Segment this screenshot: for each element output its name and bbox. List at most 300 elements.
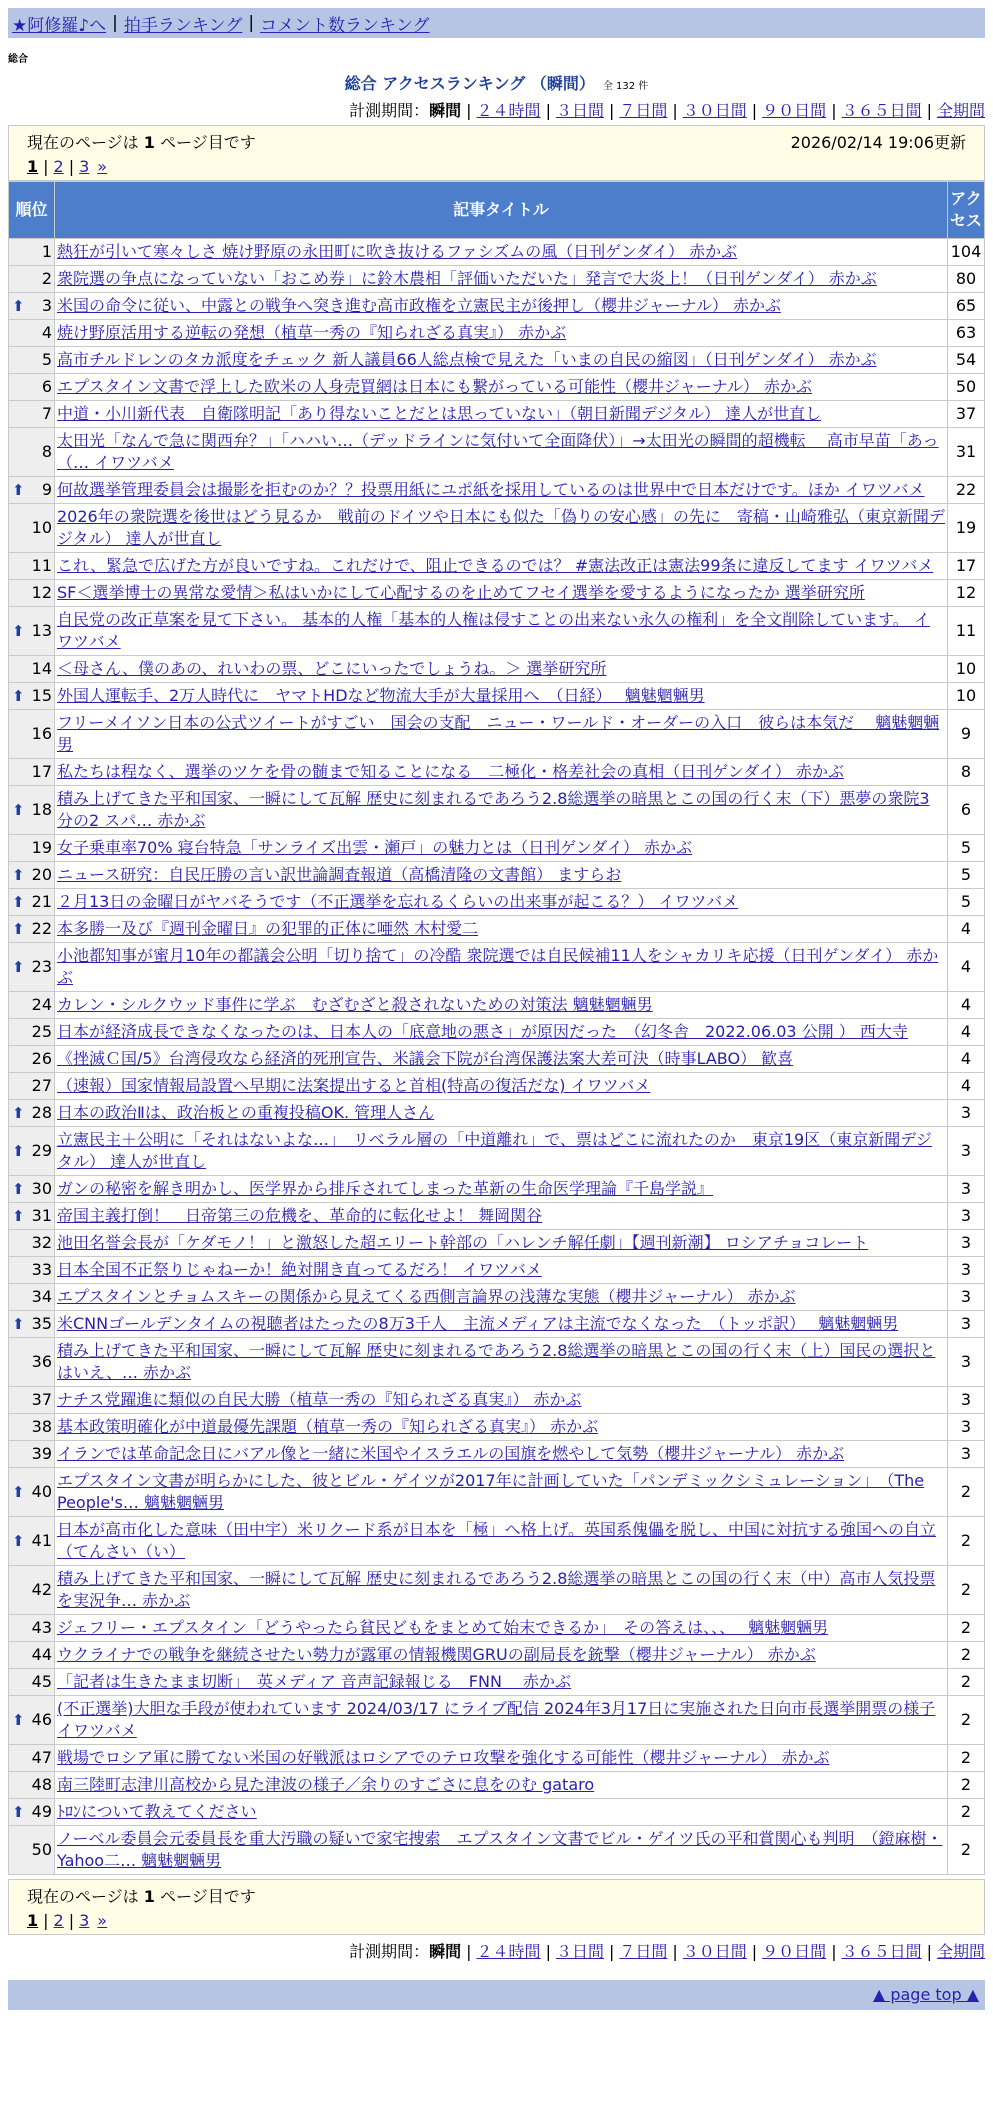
title-cell — [55, 580, 948, 607]
article-link[interactable]: ニュース研究：自民圧勝の言い訳世論調査報道（高橋清隆の文書館） ますらお — [57, 865, 622, 884]
table-row — [9, 1517, 985, 1566]
rank-number: 10 — [31, 518, 52, 537]
rank-number: 7 — [41, 404, 52, 423]
up-arrow-icon: ⬆ — [12, 958, 25, 976]
rank-number: 18 — [31, 800, 52, 819]
access-count: 65 — [948, 293, 985, 320]
access-count: 3 — [948, 1338, 985, 1387]
rank-cell — [9, 1127, 55, 1176]
article-link[interactable]: ２月13日の金曜日がヤバそうです（不正選挙を忘れるくらいの出来事が起こる？） イワツバメ — [57, 892, 739, 911]
article-link[interactable]: フリーメイソン日本の公式ツイートがすごい 国会の支配 ニュー・ワールド・オーダーの入口 彼らは本気だ 魑魅魍魎男 — [57, 713, 940, 754]
access-count: 3 — [948, 1230, 985, 1257]
rank-number: 48 — [31, 1775, 52, 1794]
access-count: 17 — [948, 553, 985, 580]
table-row — [9, 1230, 985, 1257]
rank-cell — [9, 1696, 55, 1745]
period-separator: | — [672, 1942, 678, 1961]
rank-number: 40 — [31, 1482, 52, 1501]
access-count: 4 — [948, 1019, 985, 1046]
rank-number: 17 — [31, 762, 52, 781]
access-count: 50 — [948, 374, 985, 401]
up-arrow-icon: ⬆ — [12, 920, 25, 938]
article-link[interactable]: 米国の命令に従い、中露との戦争へ突き進む高市政権を立憲民主が後押し（櫻井ジャーナル） 赤かぶ — [57, 296, 781, 315]
up-arrow-icon: ⬆ — [12, 1483, 25, 1501]
title-cell — [55, 943, 948, 992]
rank-cell — [9, 656, 55, 683]
table-row — [9, 1257, 985, 1284]
title-cell — [55, 1257, 948, 1284]
up-arrow-icon: ⬆ — [12, 1532, 25, 1550]
up-arrow-icon: ⬆ — [12, 622, 25, 640]
title-cell — [55, 607, 948, 656]
title-cell — [55, 1745, 948, 1772]
rank-cell — [9, 862, 55, 889]
rank-cell — [9, 401, 55, 428]
article-link[interactable]: 戦場でロシア軍に勝てない米国の好戦派はロシアでのテロ攻撃を強化する可能性（櫻井ジャーナル） 赤かぶ — [57, 1748, 830, 1767]
article-link[interactable]: 本多勝一及び『週刊金曜日』の犯罪的正体に唖然 木村愛二 — [57, 919, 479, 938]
access-count: 22 — [948, 477, 985, 504]
table-row — [9, 504, 985, 553]
rank-cell — [9, 1311, 55, 1338]
rank-number: 27 — [31, 1076, 52, 1095]
access-count: 3 — [948, 1176, 985, 1203]
up-arrow-icon: ⬆ — [12, 481, 25, 499]
period-separator: | — [926, 1942, 932, 1961]
access-count: 2 — [948, 1696, 985, 1745]
article-link[interactable]: 日本が高市化した意味（田中宇）米リクード系が日本を「極」へ格上げ。英国系傀儡を脱し、中国に対抗する強国への自立（てんさい（い） — [57, 1520, 937, 1561]
article-link[interactable]: 何故選挙管理委員会は撮影を拒むのか？？投票用紙にユポ紙を採用しているのは世界中で日本だけです。ほか イワツバメ — [57, 480, 925, 499]
header-count: アクセス — [948, 182, 985, 239]
rank-cell — [9, 266, 55, 293]
total-count: 全 132 件 — [602, 81, 649, 92]
access-count: 19 — [948, 504, 985, 553]
article-link[interactable]: 日本が経済成長できなくなったのは、日本人の「底意地の悪さ」が原因だった （幻冬舎 2022.06.03 公開 ） 西大寺 — [57, 1022, 908, 1041]
table-row — [9, 1772, 985, 1799]
rank-number: 50 — [31, 1840, 52, 1859]
access-count: 63 — [948, 320, 985, 347]
rank-cell — [9, 1387, 55, 1414]
access-count: 54 — [948, 347, 985, 374]
table-row — [9, 428, 985, 477]
rank-cell — [9, 428, 55, 477]
rank-number: 31 — [31, 1206, 52, 1225]
rank-cell — [9, 374, 55, 401]
table-row — [9, 607, 985, 656]
title-cell — [55, 683, 948, 710]
pager-page-link[interactable]: 3 — [79, 1911, 90, 1930]
rank-number: 22 — [31, 919, 52, 938]
access-count: 2 — [948, 1642, 985, 1669]
period-option-link[interactable]: ３６５日間 — [841, 101, 922, 120]
article-link[interactable]: 「記者は生きたまま切断」 英メディア 音声記録報じる FNN 赤かぶ — [57, 1672, 572, 1691]
rank-number: 36 — [31, 1352, 52, 1371]
period-current: 瞬間 — [429, 101, 462, 120]
rank-number: 32 — [31, 1233, 52, 1252]
access-count: 4 — [948, 943, 985, 992]
rank-number: 24 — [31, 995, 52, 1014]
article-link[interactable]: 立憲民主＋公明に「それはないよな…」 リベラル層の「中道離れ」で、票はどこに流れたのか 東京19区（東京新聞デジタル） 達人が世直し — [57, 1130, 932, 1171]
access-count: 3 — [948, 1284, 985, 1311]
table-row — [9, 1414, 985, 1441]
rank-number: 49 — [31, 1802, 52, 1821]
article-link[interactable]: 積み上げてきた平和国家、一瞬にして瓦解 歴史に刻まれるであろう2.8総選挙の暗黒とこの国の行く末（上）国民の選択とはいえ、… 赤かぶ — [57, 1341, 936, 1382]
article-link[interactable]: 積み上げてきた平和国家、一瞬にして瓦解 歴史に刻まれるであろう2.8総選挙の暗黒とこの国の行く末（中）高市人気投票を実況争… 赤かぶ — [57, 1569, 936, 1610]
title-cell — [55, 320, 948, 347]
title-cell — [55, 428, 948, 477]
pager-separator: | — [43, 1911, 49, 1930]
rank-cell — [9, 1414, 55, 1441]
rank-cell — [9, 683, 55, 710]
article-link[interactable]: 熱狂が引いて寒々しさ 焼け野原の永田町に吹き抜けるファシズムの風（日刊ゲンダイ） 赤かぶ — [57, 242, 738, 261]
title-cell — [55, 1127, 948, 1176]
table-row — [9, 835, 985, 862]
access-count: 4 — [948, 916, 985, 943]
title-cell — [55, 504, 948, 553]
title-cell — [55, 992, 948, 1019]
table-row — [9, 916, 985, 943]
article-link[interactable]: 女子乗車率70% 寝台特急「サンライズ出雲・瀬戸」の魅力とは（日刊ゲンダイ） 赤かぶ — [57, 838, 693, 857]
article-link[interactable]: 基本政策明確化が中道最優先課題（植草一秀の『知られざる真実』） 赤かぶ — [57, 1417, 599, 1436]
table-row — [9, 759, 985, 786]
article-link[interactable]: 小池都知事が蜜月10年の都議会公明「切り捨て」の冷酷 衆院選では自民候補11人をシャカリキ応援（日刊ゲンダイ） 赤かぶ — [57, 946, 939, 987]
title-cell — [55, 239, 948, 266]
access-count: 2 — [948, 1799, 985, 1826]
period-option-link[interactable]: 全期間 — [936, 101, 985, 120]
article-link[interactable]: 《挫滅Ｃ国/5》台湾侵攻なら経済的死刑宣告、米議会下院が台湾保護法案大差可決（時事LABO） 歓喜 — [57, 1049, 794, 1068]
article-link[interactable]: ジェフリー・エプスタイン「どうやったら貧民どもをまとめて始末できるか」 その答えは、、、 魑魅魍魎男 — [57, 1618, 829, 1637]
table-row — [9, 1745, 985, 1772]
home-link[interactable]: ★阿修羅♪へ — [12, 15, 107, 36]
page-title — [0, 71, 993, 94]
rank-cell — [9, 992, 55, 1019]
article-link[interactable]: 高市チルドレンのタカ派度をチェック 新人議員66人総点検で見えた「いまの自民の縮図」（日刊ゲンダイ） 赤かぶ — [57, 350, 877, 369]
title-cell — [55, 1468, 948, 1517]
pager-next-link[interactable]: » — [97, 1911, 108, 1930]
up-arrow-icon: ⬆ — [12, 1104, 25, 1122]
title-cell — [55, 889, 948, 916]
title-cell — [55, 266, 948, 293]
period-current: 瞬間 — [429, 1942, 462, 1961]
period-option-link[interactable]: ２４時間 — [476, 1942, 541, 1961]
period-option-link[interactable]: ７日間 — [619, 1942, 668, 1961]
period-option-link[interactable]: ９０日間 — [762, 1942, 827, 1961]
title-cell — [55, 347, 948, 374]
rank-cell — [9, 1772, 55, 1799]
title-cell — [55, 1615, 948, 1642]
pager-current: 1 — [27, 1911, 39, 1930]
table-row — [9, 1387, 985, 1414]
pager-next-link[interactable]: » — [97, 157, 108, 176]
period-separator: | — [608, 1942, 615, 1961]
rank-cell — [9, 477, 55, 504]
article-link[interactable]: ウクライナでの戦争を継続させたい勢力が露軍の情報機関GRUの副局長を銃撃（櫻井ジャーナル） 赤かぶ — [57, 1645, 816, 1664]
pager-separator: | — [68, 1911, 75, 1930]
article-link[interactable]: 衆院選の争点になっていない「おこめ券」に鈴木農相「評価いただいた」発言で大炎上！（日刊ゲンダイ） 赤かぶ — [57, 269, 877, 288]
article-link[interactable]: 積み上げてきた平和国家、一瞬にして瓦解 歴史に刻まれるであろう2.8総選挙の暗黒とこの国の行く末（下）悪夢の衆院3分の2 スパ… 赤かぶ — [57, 789, 930, 830]
access-count: 4 — [948, 992, 985, 1019]
page-info-top — [8, 125, 985, 181]
table-row — [9, 889, 985, 916]
article-link[interactable]: SF＜選挙博士の異常な愛情＞私はいかにして心配するのを止めてフセイ選挙を愛するようになったか 選挙研究所 — [57, 583, 865, 602]
article-link[interactable]: 太田光「なんで急に関西弁？」「ハハい…（デッドラインに気付いて全面降伏）」→太田光の瞬間的超機転 高市早苗「あっ（… イワツバメ — [57, 431, 939, 472]
rank-number: 33 — [31, 1260, 52, 1279]
title-cell — [55, 553, 948, 580]
rank-number: 35 — [31, 1314, 52, 1333]
header-rank: 順位 — [9, 182, 55, 239]
pager-separator: | — [43, 157, 49, 176]
rank-number: 3 — [41, 296, 52, 315]
rank-number: 41 — [31, 1531, 52, 1550]
article-link[interactable]: ガンの秘密を解き明かし、医学界から排斥されてしまった革新の生命医学理論『千島学説』 — [57, 1179, 714, 1198]
rank-cell — [9, 1615, 55, 1642]
table-row — [9, 239, 985, 266]
period-separator: | — [545, 101, 551, 120]
up-arrow-icon: ⬆ — [12, 1142, 25, 1160]
title-cell — [55, 293, 948, 320]
rank-number: 43 — [31, 1618, 52, 1637]
article-link[interactable]: （速報）国家情報局設置へ早期に法案提出すると首相(特高の復活だな) イワツバメ — [57, 1076, 651, 1095]
title-cell — [55, 710, 948, 759]
article-link[interactable]: エプスタイン文書で浮上した欧米の人身売買網は日本にも繋がっている可能性（櫻井ジャーナル） 赤かぶ — [57, 377, 813, 396]
current-page-text: 現在のページは 1 ページ目です — [27, 133, 256, 152]
table-row — [9, 374, 985, 401]
title-cell — [55, 1284, 948, 1311]
access-count: 3 — [948, 1203, 985, 1230]
rank-cell — [9, 504, 55, 553]
access-count: 2 — [948, 1517, 985, 1566]
period-option-link[interactable]: ９０日間 — [762, 101, 827, 120]
table-row — [9, 1642, 985, 1669]
table-row — [9, 862, 985, 889]
up-arrow-icon: ⬆ — [12, 1803, 25, 1821]
article-link[interactable]: 中道・小川新代表 自衛隊明記「あり得ないことだとは思っていない」（朝日新聞デジタル） 達人が世直し — [57, 404, 822, 423]
period-separator: | — [608, 101, 615, 120]
pager-page-link[interactable]: 2 — [53, 1911, 64, 1930]
rank-cell — [9, 835, 55, 862]
rank-cell — [9, 293, 55, 320]
rank-number: 16 — [31, 724, 52, 743]
access-count: 5 — [948, 862, 985, 889]
table-row — [9, 1615, 985, 1642]
article-link[interactable]: 2026年の衆院選を後世はどう見るか 戦前のドイツや日本にも似た「偽りの安心感」の先に 寄稿・山崎雅弘（東京新聞デジタル） 達人が世直し — [57, 507, 945, 548]
period-separator: | — [831, 101, 837, 120]
rank-number: 29 — [31, 1141, 52, 1160]
access-count: 2 — [948, 1468, 985, 1517]
article-link[interactable]: ノーベル委員会元委員長を重大汚職の疑いで家宅捜索 エプスタイン文書でビル・ゲイツ氏の平和賞関心も判明 （鐙麻樹・Yahoo二… 魑魅魍魎男 — [57, 1829, 943, 1870]
article-link[interactable]: エプスタインとチョムスキーの関係から見えてくる西側言論界の浅薄な実態（櫻井ジャーナル） 赤かぶ — [57, 1287, 796, 1306]
period-option-link[interactable]: ７日間 — [619, 101, 668, 120]
title-cell — [55, 916, 948, 943]
title-cell — [55, 759, 948, 786]
rank-number: 6 — [41, 377, 52, 396]
title-cell — [55, 1799, 948, 1826]
rank-cell — [9, 1073, 55, 1100]
article-link[interactable]: 米CNNゴールデンタイムの視聴者はたったの8万3千人 主流メディアは主流でなくなった （トッポ訳） 魑魅魍魎男 — [57, 1314, 899, 1333]
page-top-link[interactable]: ▲ page top ▲ — [872, 1985, 979, 2004]
rank-cell — [9, 1230, 55, 1257]
title-cell — [55, 1387, 948, 1414]
rank-number: 19 — [31, 838, 52, 857]
title-cell — [55, 862, 948, 889]
period-option-link[interactable]: ３日間 — [555, 1942, 604, 1961]
up-arrow-icon: ⬆ — [12, 893, 25, 911]
access-count: 10 — [948, 683, 985, 710]
table-row — [9, 1073, 985, 1100]
rank-cell — [9, 1799, 55, 1826]
period-option-link[interactable]: ３０日間 — [682, 101, 747, 120]
rank-cell — [9, 710, 55, 759]
period-option-link[interactable]: 全期間 — [936, 1942, 985, 1961]
period-option-link[interactable]: ３日間 — [555, 101, 604, 120]
rank-number: 4 — [41, 323, 52, 342]
article-link[interactable]: イランでは革命記念日にバアル像と一緒に米国やイスラエルの国旗を燃やして気勢（櫻井ジャーナル） 赤かぶ — [57, 1444, 845, 1463]
table-row — [9, 656, 985, 683]
rank-number: 13 — [31, 621, 52, 640]
rank-cell — [9, 1338, 55, 1387]
access-count: 12 — [948, 580, 985, 607]
table-row — [9, 1127, 985, 1176]
pager-page-link[interactable]: 3 — [79, 157, 90, 176]
table-row — [9, 1311, 985, 1338]
article-link[interactable]: ナチス党躍進に類似の自民大勝（植草一秀の『知られざる真実』） 赤かぶ — [57, 1390, 582, 1409]
rank-cell — [9, 1642, 55, 1669]
article-link[interactable]: 外国人運転手、2万人時代に ヤマトHDなど物流大手が大量採用へ （日経） 魑魅魍魎男 — [57, 686, 705, 705]
article-link[interactable]: (不正選挙)大胆な手段が使われています 2024/03/17 にライブ配信 2024年3月17日に実施された日向市長選挙開票の様子 イワツバメ — [57, 1699, 936, 1740]
article-link[interactable]: 日本全国不正祭りじゃねーか！絶対開き直ってるだろ！ イワツバメ — [57, 1260, 542, 1279]
title-cell — [55, 1311, 948, 1338]
rank-number: 5 — [41, 350, 52, 369]
table-row — [9, 1284, 985, 1311]
rank-cell — [9, 1468, 55, 1517]
article-link[interactable]: 帝国主義打倒！ 日帝第三の危機を、革命的に転化せよ！ 舞岡関谷 — [57, 1206, 543, 1225]
title-cell — [55, 1338, 948, 1387]
rank-cell — [9, 1826, 55, 1875]
title-cell — [55, 374, 948, 401]
period-option-link[interactable]: ２４時間 — [476, 101, 541, 120]
article-link[interactable]: 池田名誉会長が「ケダモノ！」と激怒した超エリート幹部の「ハレンチ解任劇」【週刊新潮】 ロシアチョコレート — [57, 1233, 869, 1252]
access-count: 37 — [948, 401, 985, 428]
access-count: 4 — [948, 1046, 985, 1073]
title-cell — [55, 1772, 948, 1799]
access-count: 3 — [948, 1127, 985, 1176]
access-count: 104 — [948, 239, 985, 266]
period-separator: | — [466, 1942, 472, 1961]
rank-cell — [9, 759, 55, 786]
pager-separator: | — [68, 157, 75, 176]
rank-number: 11 — [31, 556, 52, 575]
rank-cell — [9, 239, 55, 266]
access-count: 31 — [948, 428, 985, 477]
table-row — [9, 347, 985, 374]
title-cell — [55, 1826, 948, 1875]
article-link[interactable]: 日本の政治Ⅱは、政治板との重複投稿OK. 管理人さん — [57, 1103, 435, 1122]
rank-cell — [9, 1284, 55, 1311]
period-separator: | — [751, 101, 758, 120]
access-count: 2 — [948, 1826, 985, 1875]
rank-cell — [9, 1517, 55, 1566]
rank-cell — [9, 1176, 55, 1203]
rank-number: 1 — [41, 242, 52, 261]
rank-cell — [9, 1566, 55, 1615]
up-arrow-icon: ⬆ — [12, 1207, 25, 1225]
table-row — [9, 1203, 985, 1230]
title-cell — [55, 1230, 948, 1257]
table-row — [9, 553, 985, 580]
table-row — [9, 683, 985, 710]
period-separator: | — [926, 101, 932, 120]
article-link[interactable]: 自民党の改正草案を見て下さい。 基本的人権「基本的人権は侵すことの出来ない永久の権利」を全文削除しています。 イワツバメ — [57, 610, 930, 651]
rank-number: 8 — [41, 442, 52, 461]
rank-cell — [9, 1257, 55, 1284]
access-count: 3 — [948, 1257, 985, 1284]
access-count: 3 — [948, 1441, 985, 1468]
article-link[interactable]: エプスタイン文書が明らかにした、彼とビル・ゲイツが2017年に計画していた「パンデミックシミュレーション」 （The People's… 魑魅魍魎男 — [57, 1471, 925, 1512]
rank-number: 47 — [31, 1748, 52, 1767]
period-option-link[interactable]: ３０日間 — [682, 1942, 747, 1961]
pager-page-link[interactable]: 2 — [53, 157, 64, 176]
period-separator: | — [672, 101, 678, 120]
rank-cell — [9, 1019, 55, 1046]
rank-cell — [9, 943, 55, 992]
article-link[interactable]: 焼け野原活用する逆転の発想（植草一秀の『知られざる真実』） 赤かぶ — [57, 323, 567, 342]
article-link[interactable]: 南三陸町志津川高校から見た津波の様子／余りのすごさに息をのむ gataro — [57, 1775, 595, 1794]
rank-number: 37 — [31, 1390, 52, 1409]
access-count: 9 — [948, 710, 985, 759]
rank-number: 38 — [31, 1417, 52, 1436]
up-arrow-icon: ⬆ — [12, 1180, 25, 1198]
table-row — [9, 1019, 985, 1046]
article-link[interactable]: ﾄﾛﾝについて教えてください — [57, 1802, 257, 1821]
table-row — [9, 786, 985, 835]
article-link[interactable]: 私たちは程なく、選挙のツケを骨の髄まで知ることになる 二極化・格差社会の真相（日刊ゲンダイ） 赤かぶ — [57, 762, 845, 781]
rank-number: 42 — [31, 1580, 52, 1599]
table-row — [9, 1799, 985, 1826]
header-title: 記事タイトル — [55, 182, 948, 239]
rank-cell — [9, 1203, 55, 1230]
rank-cell — [9, 607, 55, 656]
rank-number: 30 — [31, 1179, 52, 1198]
period-label: 計測期間： — [349, 1942, 430, 1961]
pager-top — [27, 157, 966, 176]
article-link[interactable]: ＜母さん、僕のあの、れいわの票、どこにいったでしょうね。＞ 選挙研究所 — [57, 659, 607, 678]
title-cell — [55, 1696, 948, 1745]
access-count: 4 — [948, 1073, 985, 1100]
clap-ranking-link[interactable]: 拍手ランキング — [123, 15, 243, 36]
table-row — [9, 401, 985, 428]
table-row — [9, 943, 985, 992]
period-option-link[interactable]: ３６５日間 — [841, 1942, 922, 1961]
period-separator: | — [831, 1942, 837, 1961]
table-row — [9, 266, 985, 293]
table-row — [9, 992, 985, 1019]
article-link[interactable]: これ、緊急で広げた方が良いですね。これだけで、阻止できるのでは？ #憲法改正は憲法99条に違反してます イワツバメ — [57, 556, 934, 575]
period-selector-top — [8, 98, 985, 121]
comment-ranking-link[interactable]: コメント数ランキング — [260, 15, 430, 36]
table-row — [9, 1100, 985, 1127]
rank-number: 20 — [31, 865, 52, 884]
rank-number: 28 — [31, 1103, 52, 1122]
title-cell — [55, 1019, 948, 1046]
access-count: 10 — [948, 656, 985, 683]
ranking-title: 総合 アクセスランキング （瞬間） — [344, 74, 595, 93]
article-link[interactable]: カレン・シルクウッド事件に学ぶ むざむざと殺されないための対策法 魑魅魍魎男 — [57, 995, 653, 1014]
rank-number: 9 — [41, 480, 52, 499]
rank-number: 39 — [31, 1444, 52, 1463]
access-count: 3 — [948, 1311, 985, 1338]
title-cell — [55, 401, 948, 428]
rank-number: 23 — [31, 957, 52, 976]
rank-number: 34 — [31, 1287, 52, 1306]
